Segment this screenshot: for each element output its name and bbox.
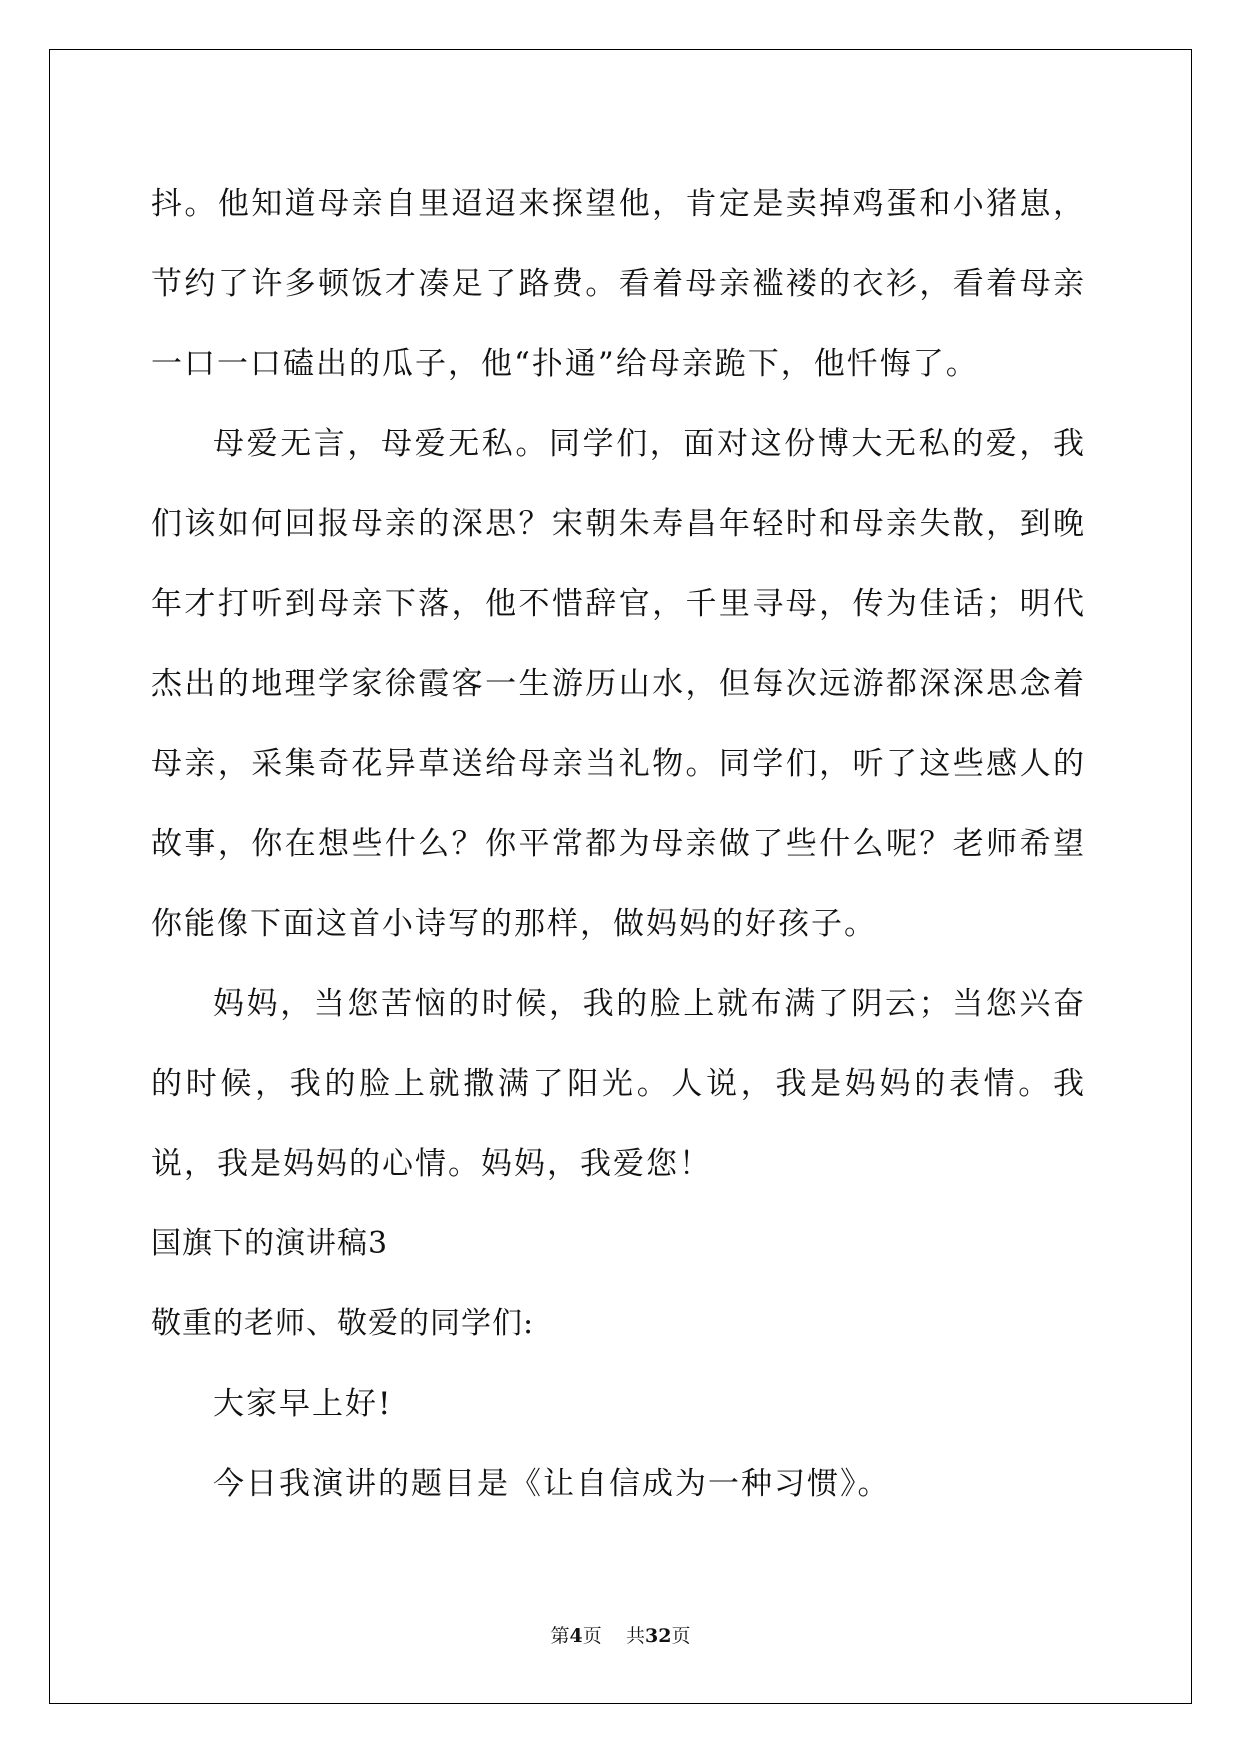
page-number: 4 xyxy=(569,1625,583,1647)
greeting: 大家早上好! xyxy=(213,1386,393,1422)
page-suffix: 页 xyxy=(582,1625,602,1647)
paragraph-4: 今日我演讲的题目是《让自信成为一种习惯》。 xyxy=(213,1466,891,1502)
paragraph-3: 妈妈，当您苦恼的时候，我的脸上就布满了阴云；当您兴奋的时候，我的脸上就撒满了阳光。人说，我是妈妈的表情。我说，我是妈妈的心情。妈妈，我爱您！ xyxy=(151,986,1086,1182)
total-prefix: 共 xyxy=(625,1625,645,1647)
page-prefix: 第 xyxy=(550,1625,570,1647)
paragraph-2: 母爱无言，母爱无私。同学们，面对这份博大无私的爱，我们该如何回报母亲的深思？宋朝朱寿昌年轻时和母亲失散，到晚年才打听到母亲下落，他不惜辞官，千里寻母，传为佳话；明代杰出的地理学家徐霞客一生游历山水，但每次远游都深深思念着母亲，采集奇花异草送给母亲当礼物。同学们，听了这些感人的故事，你在想些什么？你平常都为母亲做了些什么呢？老师希望你能像下面这首小诗写的那样，做妈妈的好孩子。 xyxy=(151,426,1086,942)
document-body xyxy=(151,164,1086,1524)
total-pages: 32 xyxy=(644,1625,672,1647)
page-footer xyxy=(0,1621,1241,1648)
paragraph-1: 抖。他知道母亲自里迢迢来探望他，肯定是卖掉鸡蛋和小猪崽，节约了许多顿饭才凑足了路费。看着母亲褴褛的衣衫，看着母亲一口一口磕出的瓜子，他“扑通”给母亲跪下，他忏悔了。 xyxy=(151,186,1086,382)
salutation: 敬重的老师、敬爱的同学们: xyxy=(151,1306,535,1341)
total-suffix: 页 xyxy=(671,1625,691,1647)
section-title: 国旗下的演讲稿3 xyxy=(151,1226,389,1261)
